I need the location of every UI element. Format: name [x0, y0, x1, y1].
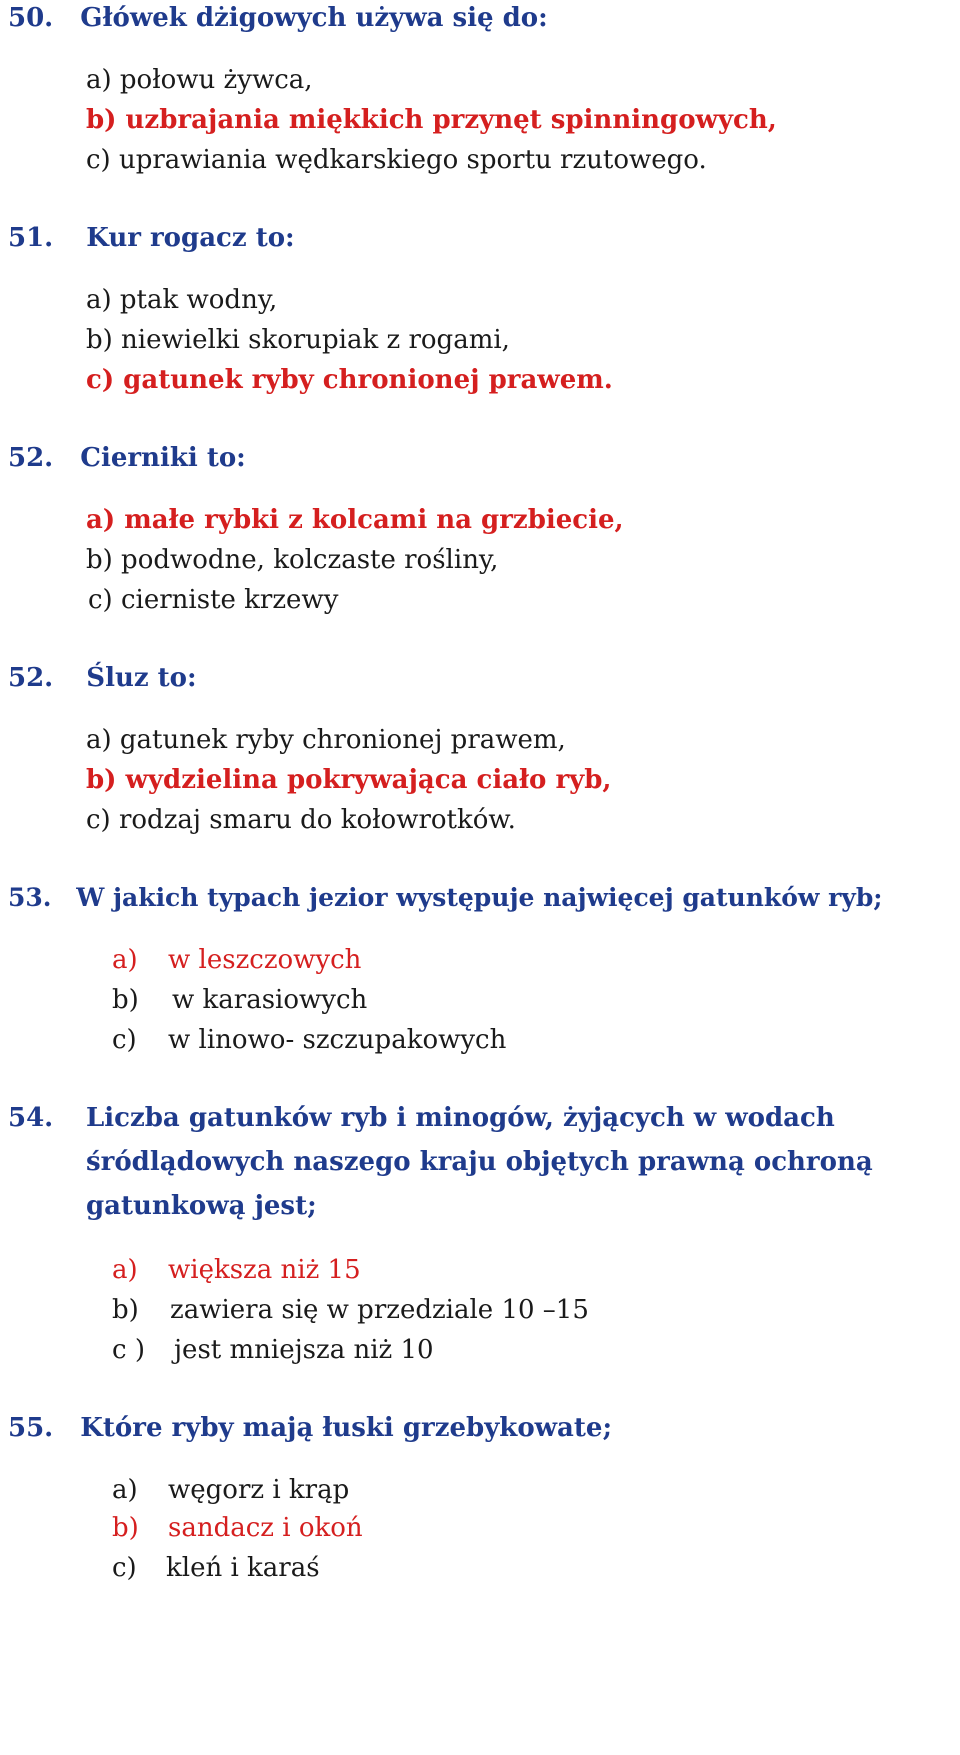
answer-51-a: a) ptak wodny, [86, 285, 278, 315]
question-number: 55. [8, 1413, 54, 1443]
question-number: 51. [8, 223, 54, 253]
answer-text: kleń i karaś [166, 1553, 320, 1583]
answer-52-b: b) podwodne, kolczaste rośliny, [86, 545, 499, 575]
answer-label: b) [112, 1295, 139, 1325]
answer-text: w leszczowych [168, 945, 362, 975]
answer-text: jest mniejsza niż 10 [174, 1335, 434, 1365]
answer-label: a) [112, 1255, 138, 1285]
question-text: Cierniki to: [80, 443, 246, 473]
question-number: 52. [8, 663, 54, 693]
answer-label: b) [112, 1513, 139, 1543]
answer-label: a) [112, 1475, 138, 1505]
question-54-line-2: śródlądowych naszego kraju objętych prawną ochroną [86, 1147, 873, 1177]
question-number: 50. [8, 3, 54, 33]
answer-text: zawiera się w przedziale 10 –15 [170, 1295, 589, 1325]
answer-52b-b-correct: b) wydzielina pokrywająca ciało ryb, [86, 765, 612, 795]
question-text: Kur rogacz to: [86, 223, 295, 253]
answer-52-a-correct: a) małe rybki z kolcami na grzbiecie, [86, 505, 624, 535]
answer-53-c [112, 1018, 506, 1062]
question-50-title [8, 0, 548, 40]
question-text: W jakich typach jezior występuje najwięcej gatunków ryb; [76, 883, 883, 912]
answer-52-c: c) cierniste krzewy [88, 585, 339, 615]
answer-text: węgorz i krąp [168, 1475, 350, 1505]
question-text: Które ryby mają łuski grzebykowate; [80, 1413, 613, 1443]
question-55-title [8, 1406, 612, 1450]
answer-54-a-correct [112, 1248, 361, 1292]
answer-52b-c: c) rodzaj smaru do kołowrotków. [86, 805, 516, 835]
question-text: Główek dżigowych używa się do: [80, 3, 548, 33]
question-51-title [8, 216, 295, 260]
answer-52b-a: a) gatunek ryby chronionej prawem, [86, 725, 566, 755]
question-54-number: 54. [8, 1103, 54, 1133]
answer-label: a) [112, 945, 138, 975]
answer-50-c: c) uprawiania wędkarskiego sportu rzutowego. [86, 145, 707, 175]
question-53-title [8, 876, 883, 920]
answer-50-b-correct: b) uzbrajania miękkich przynęt spinningowych, [86, 105, 777, 135]
answer-label: c) [112, 1025, 137, 1055]
question-54-line-1: Liczba gatunków ryb i minogów, żyjących w wodach [86, 1103, 835, 1133]
answer-label: b) [112, 985, 139, 1015]
answer-54-c [112, 1328, 434, 1372]
question-52-title [8, 436, 246, 480]
answer-label: c ) [112, 1335, 145, 1365]
answer-55-b-correct [112, 1506, 363, 1550]
question-text: Śluz to: [86, 663, 197, 693]
answer-54-b [112, 1288, 589, 1332]
question-number: 53. [8, 883, 52, 912]
answer-label: c) [112, 1553, 137, 1583]
answer-51-b: b) niewielki skorupiak z rogami, [86, 325, 510, 355]
answer-text: w linowo- szczupakowych [168, 1025, 507, 1055]
answer-51-c-correct: c) gatunek ryby chronionej prawem. [86, 365, 613, 395]
answer-53-a-correct [112, 938, 361, 982]
question-54-line-3: gatunkową jest; [86, 1191, 317, 1221]
question-52b-title [8, 656, 197, 700]
question-number: 52. [8, 443, 54, 473]
answer-text: większa niż 15 [168, 1255, 361, 1285]
answer-50-a: a) połowu żywca, [86, 65, 313, 95]
answer-text: w karasiowych [172, 985, 368, 1015]
answer-text: sandacz i okoń [168, 1513, 363, 1543]
answer-53-b [112, 978, 367, 1022]
answer-55-c [112, 1546, 320, 1590]
